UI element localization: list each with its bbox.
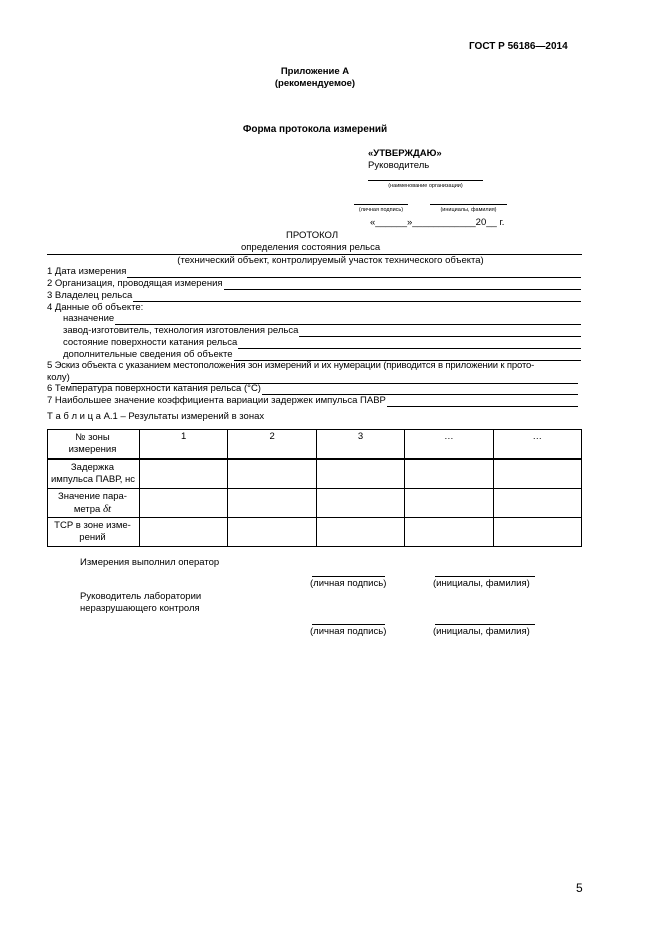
data-cell bbox=[228, 459, 316, 489]
row-label-parameter bbox=[48, 489, 140, 518]
data-cell bbox=[493, 518, 581, 547]
field-line bbox=[133, 291, 581, 302]
field-variation-coefficient bbox=[47, 395, 578, 407]
standard-number: ГОСТ Р 56186—2014 bbox=[469, 41, 568, 52]
table-caption: Т а б л и ц а А.1 – Результаты измерений в зонах bbox=[47, 411, 265, 422]
field-line bbox=[262, 384, 578, 395]
data-cell bbox=[316, 459, 404, 489]
protocol-title: ПРОТОКОЛ bbox=[286, 230, 339, 241]
appendix-subtitle: (рекомендуемое) bbox=[274, 78, 356, 89]
object-caption: (технический объект, контролируемый участок технического объекта) bbox=[177, 255, 484, 266]
approval-name-caption: (инициалы, фамилия) bbox=[440, 207, 497, 213]
results-table bbox=[47, 429, 582, 547]
field-measurement-date bbox=[47, 266, 581, 278]
field-line bbox=[224, 279, 581, 290]
lab-head-name-caption: (инициалы, фамилия) bbox=[433, 626, 530, 637]
field-line bbox=[127, 267, 581, 278]
row-label-tsr bbox=[48, 518, 140, 547]
zone-cell: 2 bbox=[228, 430, 316, 460]
field-label: завод-изготовитель, технология изготовления рельса bbox=[63, 325, 299, 336]
row-label-delay bbox=[48, 459, 140, 489]
row-label-line2: импульса ПАВР, нс bbox=[50, 474, 135, 485]
field-label: дополнительные сведения об объекте bbox=[63, 349, 233, 360]
zone-header-line2: измерения bbox=[68, 444, 117, 455]
appendix-title: Приложение А bbox=[280, 66, 350, 77]
field-line bbox=[299, 326, 581, 337]
field-object-data: 4 Данные об объекте: bbox=[47, 302, 144, 313]
data-cell bbox=[493, 459, 581, 489]
approval-signature-line bbox=[354, 204, 408, 205]
form-title: Форма протокола измерений bbox=[242, 124, 388, 135]
field-rail-owner bbox=[47, 290, 581, 302]
data-cell bbox=[405, 489, 493, 518]
delta-t-symbol: δt bbox=[102, 502, 112, 515]
data-cell bbox=[140, 459, 228, 489]
operator-signature-caption: (личная подпись) bbox=[310, 578, 387, 589]
table-header-row bbox=[48, 430, 582, 460]
approval-date: «______»____________20__ г. bbox=[370, 217, 505, 228]
row-label-line2: метра bbox=[73, 503, 101, 515]
page-number: 5 bbox=[576, 881, 583, 895]
operator-name-line bbox=[435, 576, 535, 577]
row-label-line1: ТСР в зоне изме- bbox=[54, 520, 131, 531]
field-label: 1 Дата измерения bbox=[47, 266, 127, 277]
data-cell bbox=[316, 489, 404, 518]
operator-label: Измерения выполнил оператор bbox=[80, 557, 220, 568]
head-label: Руководитель bbox=[368, 160, 430, 171]
field-organization bbox=[47, 278, 581, 290]
lab-head-label-line1: Руководитель лаборатории bbox=[80, 591, 202, 602]
approval-signature-caption: (личная подпись) bbox=[358, 207, 404, 213]
zone-cell: … bbox=[493, 430, 581, 460]
protocol-subtitle: определения состояния рельса bbox=[241, 242, 381, 253]
field-temperature bbox=[47, 383, 578, 395]
field-label: 2 Организация, проводящая измерения bbox=[47, 278, 223, 289]
field-label: состояние поверхности катания рельса bbox=[63, 337, 238, 348]
zone-header-line1: № зоны bbox=[75, 432, 110, 443]
zone-header-cell bbox=[48, 430, 140, 460]
operator-name-caption: (инициалы, фамилия) bbox=[433, 578, 530, 589]
data-cell bbox=[140, 518, 228, 547]
field-sketch: 5 Эскиз объекта с указанием местоположения зон измерений и их нумерации (приводится в приложении к прото- bbox=[47, 360, 535, 371]
table-row bbox=[48, 489, 582, 518]
organization-caption: (наименование организации) bbox=[388, 183, 463, 189]
field-label: 7 Наибольшее значение коэффициента вариации задержек импульса ПАВР bbox=[47, 395, 386, 406]
field-line bbox=[238, 338, 581, 349]
row-label-line2: рений bbox=[79, 532, 106, 543]
data-cell bbox=[405, 518, 493, 547]
field-label: колу) bbox=[47, 372, 70, 383]
field-line bbox=[387, 396, 578, 407]
field-surface-condition bbox=[63, 337, 581, 349]
data-cell bbox=[493, 489, 581, 518]
row-label-line1: Задержка bbox=[70, 462, 115, 473]
zone-cell: … bbox=[405, 430, 493, 460]
operator-signature-line bbox=[312, 576, 385, 577]
data-cell bbox=[316, 518, 404, 547]
approve-label: «УТВЕРЖДАЮ» bbox=[368, 148, 442, 159]
data-cell bbox=[228, 518, 316, 547]
field-label: назначение bbox=[63, 313, 115, 324]
field-line bbox=[115, 314, 581, 325]
table-row bbox=[48, 459, 582, 489]
table-row bbox=[48, 518, 582, 547]
field-label: 3 Владелец рельса bbox=[47, 290, 133, 301]
lab-head-signature-caption: (личная подпись) bbox=[310, 626, 387, 637]
field-manufacturer bbox=[63, 325, 581, 337]
approval-name-line bbox=[430, 204, 507, 205]
lab-head-name-line bbox=[435, 624, 535, 625]
zone-cell: 3 bbox=[316, 430, 404, 460]
lab-head-signature-line bbox=[312, 624, 385, 625]
data-cell bbox=[140, 489, 228, 518]
lab-head-label-line2: неразрушающего контроля bbox=[80, 603, 200, 614]
row-label-line1: Значение пара- bbox=[58, 490, 127, 502]
zone-cell: 1 bbox=[140, 430, 228, 460]
field-label: 6 Температура поверхности катания рельса (°С) bbox=[47, 383, 261, 394]
data-cell bbox=[228, 489, 316, 518]
organization-line bbox=[368, 180, 483, 181]
field-purpose bbox=[63, 313, 581, 325]
data-cell bbox=[405, 459, 493, 489]
